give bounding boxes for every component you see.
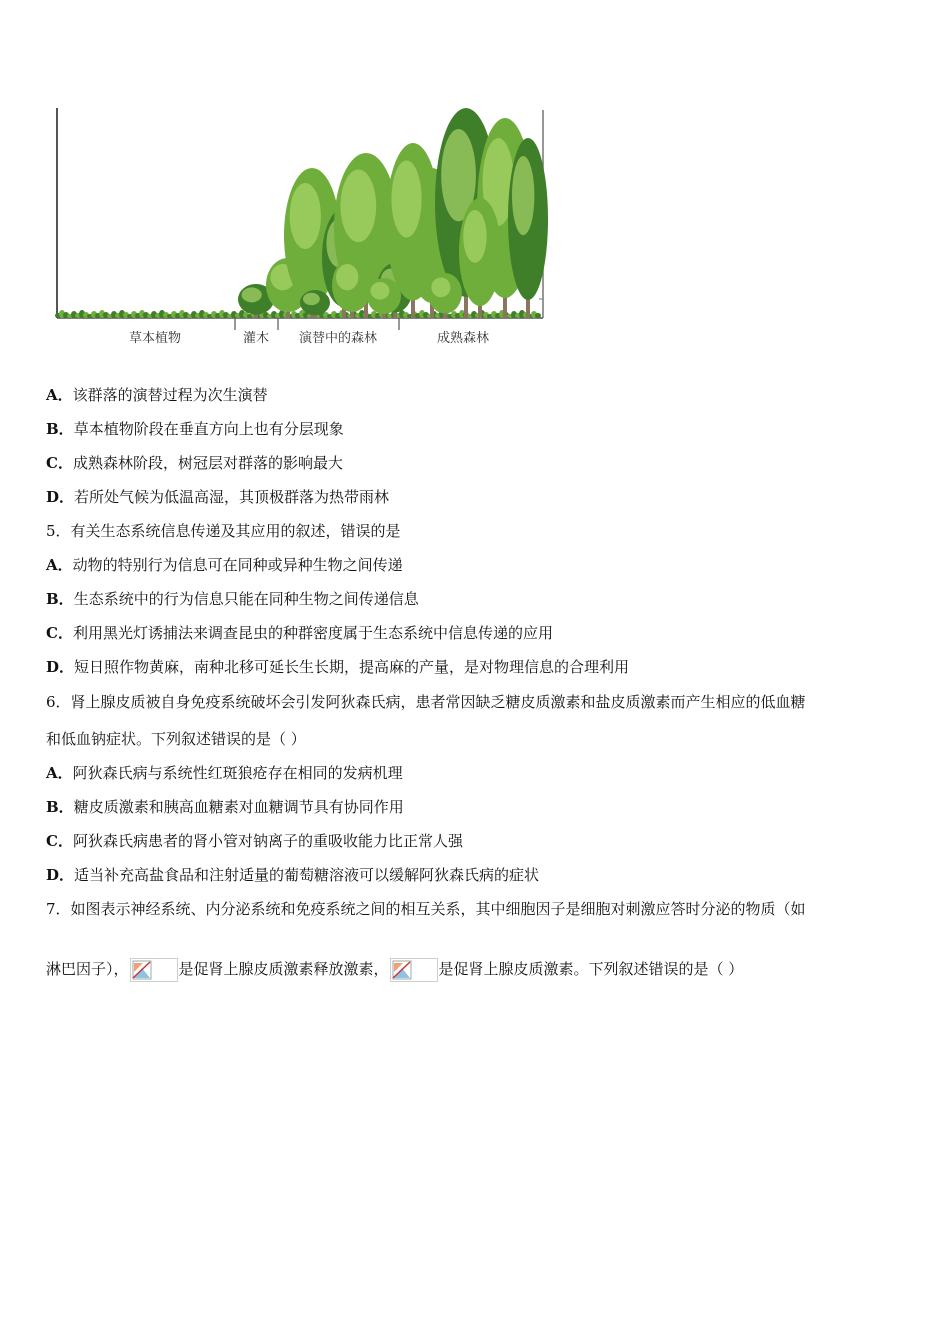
q7-stem-line1: 7．如图表示神经系统、内分泌系统和免疫系统之间的相互关系，其中细胞因子是细胞对刺激应答时分泌的物质（如: [46, 900, 806, 918]
q6-stem-line2: 和低血钠症状。下列叙述错误的是（ ）: [46, 730, 306, 748]
tree-crown-highlight: [303, 293, 320, 305]
q5-option-b[interactable]: B．生态系统中的行为信息只能在同种生物之间传递信息: [46, 590, 419, 608]
tree-crown-highlight: [290, 183, 321, 249]
tree-crown-highlight: [391, 161, 421, 238]
tree-crown-highlight: [370, 282, 389, 300]
q7-stem-line2: 淋巴因子）， 是促肾上腺皮质激素释放激素， 是促肾上腺皮质激素。下列叙述错误的是（ ）: [46, 958, 743, 982]
q5-option-d[interactable]: D．短日照作物黄麻，南种北移可延长生长期，提高麻的产量，是对物理信息的合理利用: [46, 658, 630, 676]
stage-label-herb: 草本植物: [128, 331, 182, 346]
q4-option-a[interactable]: A．该群落的演替过程为次生演替: [46, 386, 268, 404]
q5-option-a[interactable]: A．动物的特别行为信息可在同种或异种生物之间传递: [46, 556, 403, 574]
stage-label-mature-forest: 成熟森林: [436, 331, 490, 346]
grass-tuft: [535, 313, 541, 318]
succession-illustration: [50, 104, 550, 354]
tree-crown-highlight: [463, 210, 487, 263]
q6-option-d[interactable]: D．适当补充高盐食品和注射适量的葡萄糖溶液可以缓解阿狄森氏病的症状: [46, 866, 540, 884]
tree-crown-highlight: [431, 278, 450, 298]
tree-crown-highlight: [340, 170, 376, 243]
q5-option-c[interactable]: C．利用黑光灯诱捕法来调查昆虫的种群密度属于生态系统中信息传递的应用: [46, 624, 553, 642]
q6-option-a[interactable]: A．阿狄森氏病与系统性红斑狼疮存在相同的发病机理: [46, 764, 403, 782]
tree-crown-highlight: [242, 287, 262, 302]
q4-option-d[interactable]: D．若所处气候为低温高湿，其顶极群落为热带雨林: [46, 488, 390, 506]
tree-crown-highlight: [512, 156, 534, 235]
stage-label-shrub: 灌木: [242, 331, 270, 346]
tree-crown-highlight: [336, 264, 358, 290]
broken-image-icon: [390, 958, 438, 982]
succession-figure: [50, 104, 550, 354]
q4-option-c[interactable]: C．成熟森林阶段，树冠层对群落的影响最大: [46, 454, 343, 472]
q6-stem-line1: 6．肾上腺皮质被自身免疫系统破坏会引发阿狄森氏病，患者常因缺乏糖皮质激素和盐皮质激素而产生相应的低血糖: [46, 693, 806, 711]
q4-option-b[interactable]: B．草本植物阶段在垂直方向上也有分层现象: [46, 420, 344, 438]
q6-option-c[interactable]: C．阿狄森氏病患者的肾小管对钠离子的重吸收能力比正常人强: [46, 832, 463, 850]
q6-option-b[interactable]: B．糖皮质激素和胰高血糖素对血糖调节具有协同作用: [46, 798, 404, 816]
stage-label-succession-forest: 演替中的森林: [298, 331, 378, 346]
broken-image-icon: [130, 958, 178, 982]
q5-stem: 5．有关生态系统信息传递及其应用的叙述，错误的是: [46, 522, 401, 540]
